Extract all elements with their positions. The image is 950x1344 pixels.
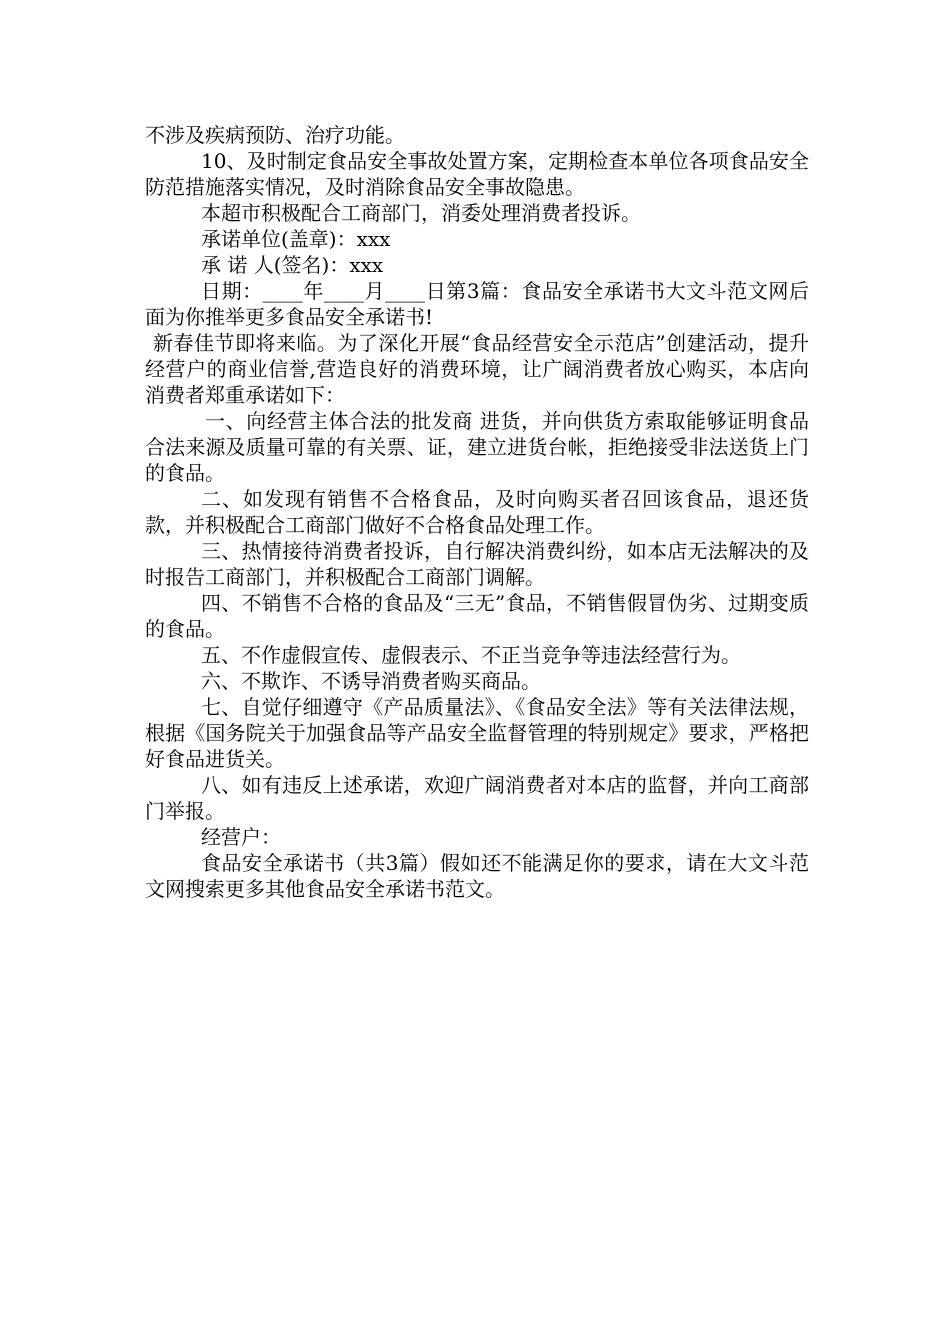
paragraph-item-10: 10、及时制定食品安全事故处置方案，定期检查本单位各项食品安全防范措施落实情况，及时消除食品安全事故隐患。 bbox=[145, 149, 809, 199]
signature-person-line: 承 诺 人(签名)：xxx bbox=[201, 253, 384, 277]
paragraph-intro: 新春佳节即将来临。为了深化开展“食品经营安全示范店”创建活动，提升经营户的商业信誉,营造良好的消费环境，让广阔消费者放心购买，本店向消费者郑重承诺如下： bbox=[145, 331, 809, 407]
paragraph-promise-2: 二、如发现有销售不合格食品，及时向购买者召回该食品，退还货款，并积极配合工商部门做好不合格食品处理工作。 bbox=[145, 487, 809, 537]
paragraph-promise-6: 六、不欺诈、不诱导消费者购买商品。 bbox=[201, 669, 541, 693]
paragraph-promise-1: 一、向经营主体合法的批发商 进货，并向供货方索取能够证明食品合法来源及质量可靠的有关票、证，建立进货台帐，拒绝接受非法送货上门的食品。 bbox=[145, 409, 809, 485]
operator-signature-line: 经营户： bbox=[201, 825, 281, 849]
document-body bbox=[145, 122, 809, 902]
paragraph-promise-5: 五、不作虚假宣传、虚假表示、不正当竞争等违法经营行为。 bbox=[201, 643, 741, 667]
paragraph-promise-3: 三、热情接待消费者投诉，自行解决消费纠纷，如本店无法解决的及时报告工商部门，并积极配合工商部门调解。 bbox=[145, 539, 809, 589]
date-and-part3-heading: 日期：____年____月____日第3篇：食品安全承诺书大文斗范文网后面为你推举更多食品安全承诺书! bbox=[145, 279, 809, 329]
paragraph-continuation: 不涉及疾病预防、治疗功能。 bbox=[145, 123, 405, 147]
paragraph-complaint-handling: 本超市积极配合工商部门，消委处理消费者投诉。 bbox=[201, 201, 641, 225]
signature-unit-line: 承诺单位(盖章)：xxx bbox=[201, 227, 391, 251]
paragraph-closing-note: 食品安全承诺书（共3篇）假如还不能满足你的要求，请在大文斗范文网搜索更多其他食品安全承诺书范文。 bbox=[145, 851, 809, 901]
paragraph-promise-8: 八、如有违反上述承诺，欢迎广阔消费者对本店的监督，并向工商部门举报。 bbox=[145, 773, 809, 823]
paragraph-promise-7: 七、自觉仔细遵守《产品质量法》、《食品安全法》等有关法律法规，根据《国务院关于加强食品等产品安全监督管理的特别规定》要求，严格把好食品进货关。 bbox=[145, 695, 809, 771]
paragraph-promise-4: 四、不销售不合格的食品及“三无”食品，不销售假冒伪劣、过期变质的食品。 bbox=[145, 591, 809, 641]
